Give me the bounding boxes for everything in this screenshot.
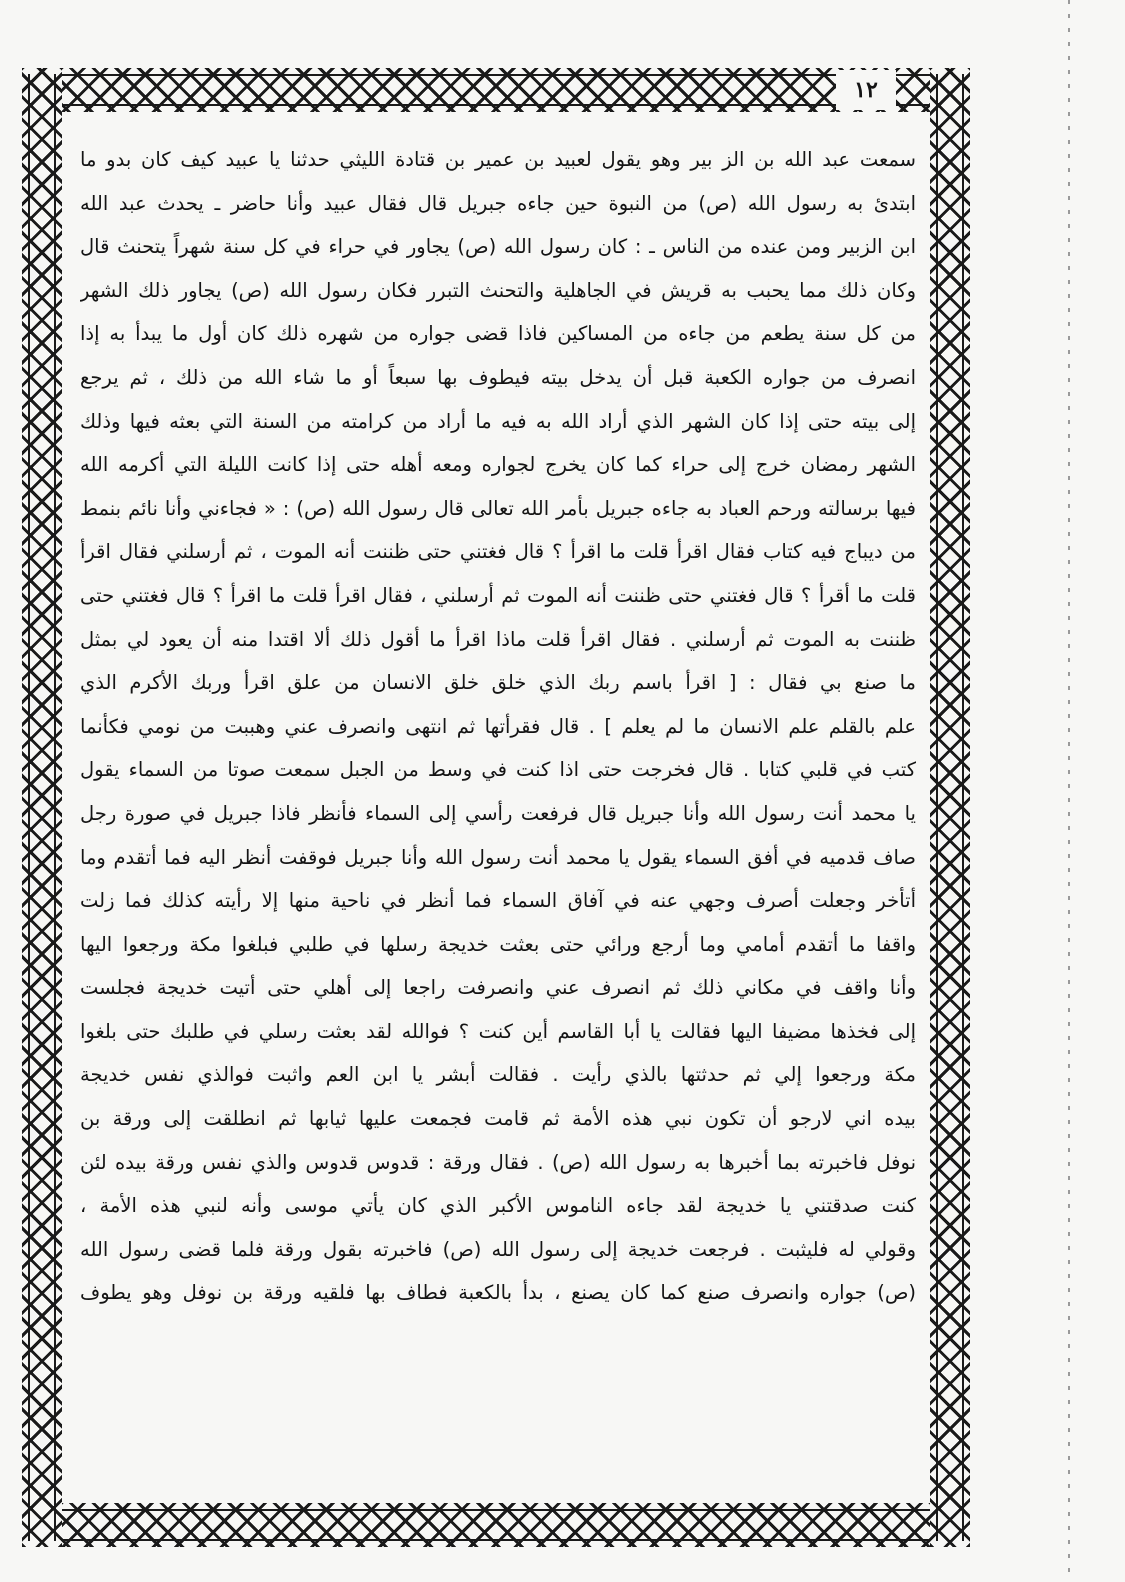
right-ornamental-border [930, 68, 970, 1547]
top-ornamental-border [22, 68, 970, 112]
text-line: أتأخر وجعلت أصرف وجهي عنه في آفاق السماء فما أنظر في ناحية منها إلا رأيته كذلك فما زلت [80, 889, 916, 913]
text-line: سمعت عبد الله بن الز بير وهو يقول لعبيد بن عمير بن قتادة الليثي حدثنا يا عبيد كيف كان بدو ما [80, 148, 916, 171]
text-line: الشهر رمضان خرج إلى حراء كما كان يخرج لجواره ومعه أهله حتى إذا كانت الليلة التي أكرمه الله [80, 453, 916, 477]
text-line: علم بالقلم علم الانسان ما لم يعلم ] . قال فقرأتها ثم انتهى وانصرف عني وهببت من نومي فكأنما [80, 714, 916, 738]
text-line: إلى بيته حتى إذا كان الشهر الذي أراد الله به فيه ما أراد من كرامته من السنة التي بعثه فيها وذلك [80, 409, 916, 433]
left-ornamental-border [22, 68, 62, 1547]
text-line: وأنا واقف في مكاني ذلك ثم انصرف عني وانصرفت راجعا إلى أهلي حتى أتيت خديجة فجلست [80, 976, 916, 1000]
text-line: بيده اني لارجو أن تكون نبي هذه الأمة ثم قامت فجمعت عليها ثيابها ثم انطلقت إلى ورقة بن [80, 1107, 916, 1131]
text-line: وقولي له فليثبت . فرجعت خديجة إلى رسول الله (ص) فاخبرته بقول ورقة فلما قضى رسول الله [80, 1237, 916, 1261]
text-line: (ص) جواره وانصرف صنع كما كان يصنع ، بدأ بالكعبة فطاف بها فلقيه ورقة بن نوفل وهو يطوف [80, 1281, 916, 1305]
text-line: مكة ورجعوا إلي ثم حدثتها بالذي رأيت . فقالت أبشر يا ابن العم واثبت فوالذي نفس خديجة [80, 1063, 916, 1087]
text-line: وكان ذلك مما يحبب به قريش في الجاهلية والتحنث التبرر فكان رسول الله (ص) يجاور ذلك الشهر [80, 278, 916, 302]
text-line: يا محمد أنت رسول الله وأنا جبريل قال فرفعت رأسي إلى السماء فأنظر فاذا جبريل في صورة رجل [80, 801, 916, 825]
text-line: من ديباج فيه كتاب فقال اقرأ قلت ما اقرأ ؟ قال فغتني حتى ظننت أنه الموت ، ثم أرسلني فقال اقرأ [80, 540, 916, 564]
body-text [80, 138, 916, 1315]
text-line: ابن الزبير ومن عنده من الناس ـ : كان رسول الله (ص) يجاور في حراء في كل سنة شهراً يتحنث قال [80, 235, 916, 259]
text-line: ظننت به الموت ثم أرسلني . فقال اقرأ قلت ماذا اقرأ ما أقول ذلك ألا اقتدا منه أن يعود لي بمثل [80, 627, 916, 651]
text-line: كتب في قلبي كتابا . قال فخرجت حتى اذا كنت في وسط من الجبل سمعت صوتا من السماء يقول [80, 758, 916, 782]
text-line: كنت صدقتني يا خديجة لقد جاءه الناموس الأكبر الذي كان يأتي موسى وأنه لنبي هذه الأمة ، [80, 1194, 916, 1218]
text-line: إلى فخذها مضيفا اليها فقالت يا أبا القاسم أين كنت ؟ فوالله لقد بعثت رسلي في طلبك حتى بلغوا [80, 1019, 916, 1043]
text-line: واقفا ما أتقدم أمامي وما أرجع ورائي حتى بعثت خديجة رسلها في طلبي فبلغوا مكة ورجعوا اليها [80, 932, 916, 956]
text-line: انصرف من جواره الكعبة قبل أن يدخل بيته فيطوف بها سبعاً أو ما شاء الله من ذلك ، ثم يرجع [80, 365, 916, 389]
text-line: ابتدئ به رسول الله (ص) من النبوة حين جاءه جبريل قال فقال عبيد وأنا حاضر ـ يحدث عبد الله [80, 191, 916, 215]
text-line: نوفل فاخبرته بما أخبرها به رسول الله (ص) . فقال ورقة : قدوس قدوس والذي نفس ورقة بيده لئن [80, 1150, 916, 1174]
page-number: ١٢ [836, 70, 896, 110]
text-line: ما صنع بي فقال : [ اقرأ باسم ربك الذي خلق خلق الانسان من علق اقرأ وربك الأكرم الذي [80, 671, 916, 695]
text-line: فيها برسالته ورحم العباد به جاءه جبريل بأمر الله تعالى قال رسول الله (ص) : « فجاءني وأنا نائم بنمط [80, 496, 916, 520]
scan-margin-mark [1068, 0, 1070, 1582]
text-line: صاف قدميه في أفق السماء يقول يا محمد أنت رسول الله وأنا جبريل فوقفت أنظر اليه فما أتقدم وما [80, 845, 916, 869]
text-line: من كل سنة يطعم من جاءه من المساكين فاذا قضى جواره من شهره ذلك كان أول ما يبدأ به إذا [80, 322, 916, 346]
bottom-ornamental-border [22, 1503, 970, 1547]
text-line: قلت ما أقرأ ؟ قال فغتني حتى ظننت أنه الموت ثم أرسلني ، فقال اقرأ قلت ما اقرأ ؟ قال فغتني حتى [80, 583, 916, 607]
